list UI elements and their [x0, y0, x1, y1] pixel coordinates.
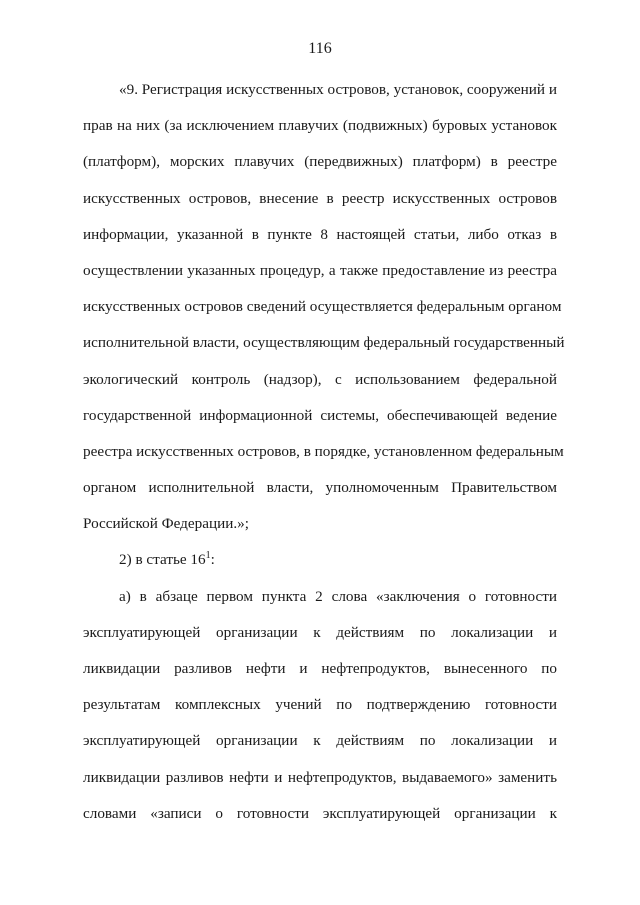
text-line: экологический контроль (надзор), с использованием федеральной: [83, 370, 557, 388]
text-line: исполнительной власти, осуществляющим федеральный государственный: [83, 334, 565, 352]
text-line: информации, указанной в пункте 8 настоящей статьи, либо отказ в: [83, 225, 557, 243]
text-line: искусственных островов сведений осуществляется федеральным органом: [83, 298, 562, 316]
text-line: прав на них (за исключением плавучих (подвижных) буровых установок: [83, 117, 557, 135]
text-line: (платформ), морских плавучих (передвижных) платформ) в реестре: [83, 153, 557, 171]
page-number: 116: [308, 40, 332, 57]
text-line: органом исполнительной власти, уполномоченным Правительством: [83, 479, 557, 497]
text-line: эксплуатирующей организации к действиям по локализации и: [83, 732, 557, 750]
text-line: осуществлении указанных процедур, а также предоставление из реестра: [83, 261, 557, 279]
item-2-colon: :: [210, 551, 215, 569]
text-line: искусственных островов, внесение в реестр искусственных островов: [83, 189, 557, 207]
text-line: реестра искусственных островов, в порядке, установленном федеральным: [83, 442, 564, 460]
document-body: [83, 80, 565, 840]
text-line: эксплуатирующей организации к действиям по локализации и: [83, 623, 557, 641]
text-line: ликвидации разливов нефти и нефтепродуктов, вынесенного по: [83, 660, 557, 677]
text-line: а) в абзаце первом пункта 2 слова «заключения о готовности: [119, 587, 557, 605]
text-line: словами «записи о готовности эксплуатирующей организации к: [83, 804, 557, 822]
text-line: результатам комплексных учений по подтверждению готовности: [83, 696, 557, 714]
superscript: 1: [205, 550, 211, 562]
text-line: «9. Регистрация искусственных островов, установок, сооружений и: [119, 81, 557, 98]
text-line: [83, 550, 557, 586]
paragraph-item-a: [83, 587, 557, 840]
text-line: Российской Федерации.»;: [83, 515, 249, 533]
item-2-text: 2) в статье 16: [119, 551, 206, 569]
paragraph-item-9: [83, 80, 565, 550]
paragraph-item-2: [83, 550, 557, 586]
text-line: государственной информационной системы, обеспечивающей ведение: [83, 406, 557, 424]
text-line: ликвидации разливов нефти и нефтепродуктов, выдаваемого» заменить: [83, 768, 557, 786]
